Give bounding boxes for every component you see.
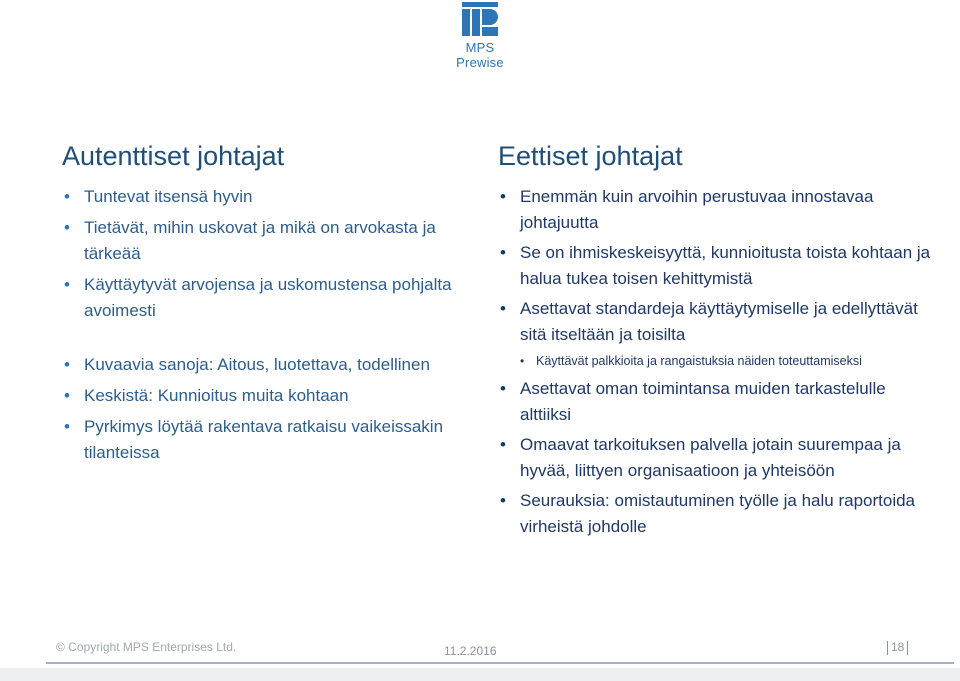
list-item: • Se on ihmiskeskeisyyttä, kunnioitusta toista kohtaan ja halua tukea toisen kehittymistä <box>498 240 938 292</box>
list-item: • Käyttäytyvät arvojensa ja uskomustensa pohjalta avoimesti <box>62 272 482 324</box>
list-item: • Pyrkimys löytää rakentava ratkaisu vaikeissakin tilanteissa <box>62 414 482 466</box>
right-bullet-list <box>498 184 938 540</box>
bottom-band <box>0 668 960 681</box>
list-item: • Seurauksia: omistautuminen työlle ja halu raportoida virheistä johdolle <box>498 488 938 540</box>
sub-list-item: • Käyttävät palkkioita ja rangaistuksia näiden toteuttamiseksi <box>518 352 938 370</box>
page-number <box>884 640 911 655</box>
logo-text: MPS Prewise <box>456 40 504 70</box>
list-item: • Enemmän kuin arvoihin perustuvaa innostavaa johtajuutta <box>498 184 938 236</box>
list-item: • Kuvaavia sanoja: Aitous, luotettava, todellinen <box>62 352 482 378</box>
right-title: Eettiset johtajat <box>498 141 683 171</box>
copyright-text: © Copyright MPS Enterprises Ltd. <box>56 640 237 654</box>
list-item: • Omaavat tarkoituksen palvella jotain suurempaa ja hyvää, liittyen organisaatioon ja yhteisöön <box>498 432 938 484</box>
list-item: • Tietävät, mihin uskovat ja mikä on arvokasta ja tärkeää <box>62 215 482 267</box>
company-logo <box>440 2 520 70</box>
mps-logo-icon <box>460 2 500 36</box>
left-column <box>62 138 482 471</box>
list-item: • Asettavat standardeja käyttäytymiselle ja edellyttävät sitä itseltään ja toisilta <box>498 296 938 348</box>
footer-divider <box>46 662 954 664</box>
page-number-value: 18 <box>891 640 905 654</box>
divider <box>907 641 908 655</box>
left-title: Autenttiset johtajat <box>62 141 285 171</box>
left-bullet-list <box>62 184 482 466</box>
slide-date: 11.2.2016 <box>444 644 497 658</box>
right-column <box>498 138 938 544</box>
slide-footer <box>0 636 960 666</box>
list-item: • Asettavat oman toimintansa muiden tarkastelulle alttiiksi <box>498 376 938 428</box>
divider <box>887 641 888 655</box>
list-item: • Tuntevat itsensä hyvin <box>62 184 482 210</box>
list-item: • Keskistä: Kunnioitus muita kohtaan <box>62 383 482 409</box>
